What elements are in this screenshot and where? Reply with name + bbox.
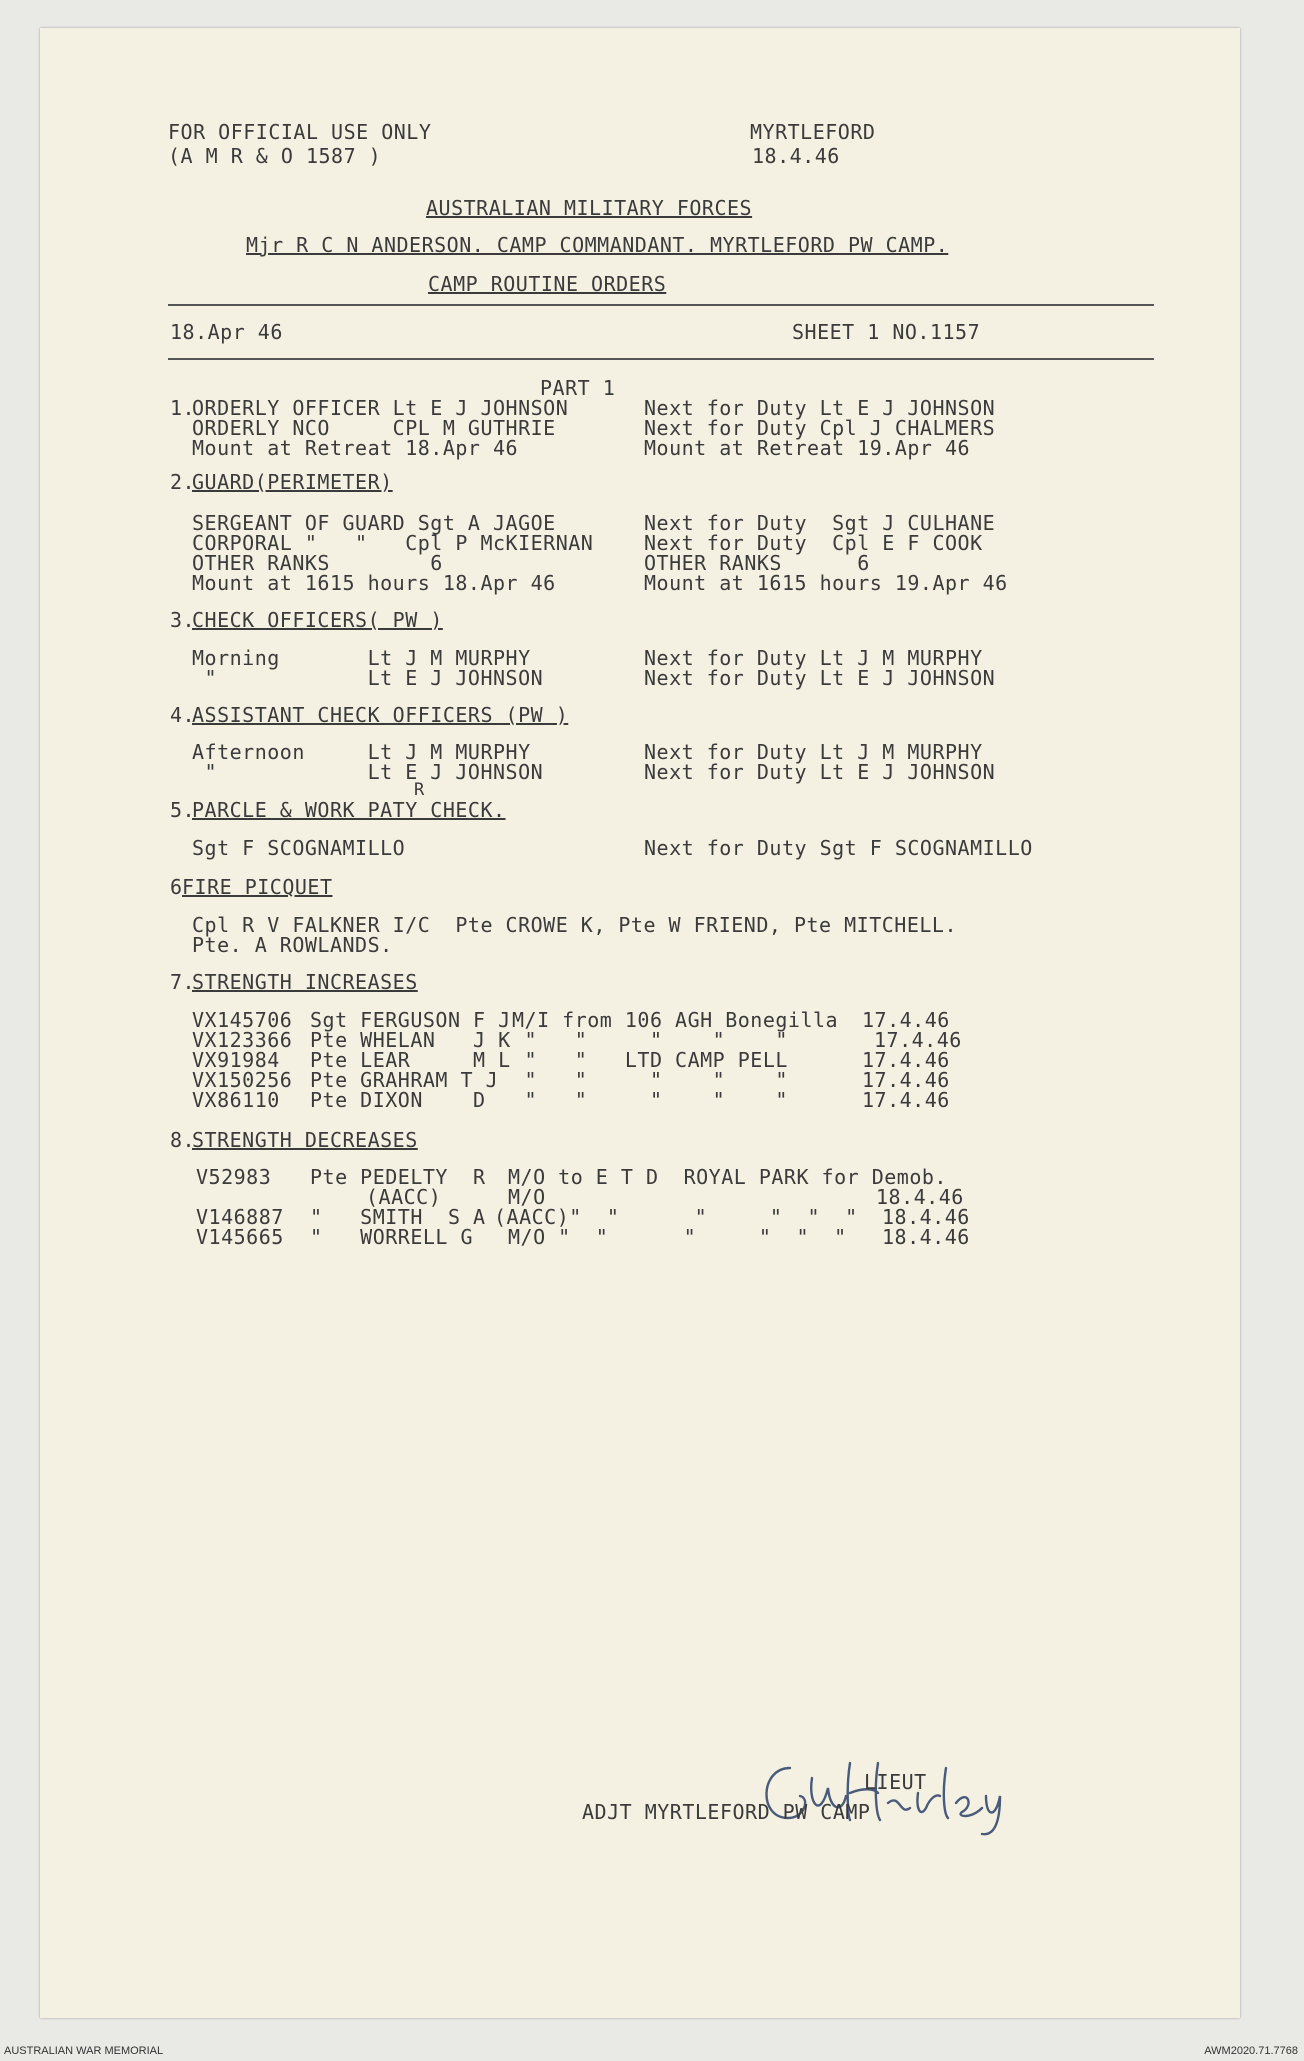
mount-time: Mount at 1615 hours 18.Apr 46	[192, 571, 556, 595]
check-officer: " Lt E J JOHNSON	[192, 760, 544, 784]
movement-date: 17.4.46	[862, 1008, 950, 1032]
sheet-number: SHEET 1 NO.1157	[792, 320, 981, 344]
date: 18.4.46	[752, 144, 840, 168]
reference-number: (A M R & O 1587 )	[168, 144, 382, 168]
movement-date: 18.4.46	[882, 1225, 970, 1249]
movement-date: 18.4.46	[876, 1185, 964, 1209]
section-number: 2.	[170, 470, 196, 494]
movement-detail: " " " " "	[512, 1088, 788, 1112]
handwritten-correction: R	[414, 780, 425, 800]
next-other-ranks: OTHER RANKS 6	[644, 551, 870, 575]
place: MYRTLEFORD	[750, 120, 876, 144]
fire-picquet-members: Cpl R V FALKNER I/C Pte CROWE K, Pte W FRIEND, Pte MITCHELL.	[192, 913, 958, 937]
sergeant-of-guard: SERGEANT OF GUARD Sgt A JAGOE	[192, 511, 556, 535]
section-title: ASSISTANT CHECK OFFICERS (PW )	[192, 703, 569, 727]
member-name: Pte GRAHRAM T J	[310, 1068, 499, 1092]
fire-picquet-members-continued: Pte. A ROWLANDS.	[192, 933, 393, 957]
order-date: 18.Apr 46	[170, 320, 283, 344]
movement-date: 17.4.46	[862, 1068, 950, 1092]
movement-detail: (AACC)" " " " " "	[494, 1205, 858, 1229]
morning-check-officer: Morning Lt J M MURPHY	[192, 646, 531, 670]
next-corporal: Next for Duty Cpl E F COOK	[644, 531, 983, 555]
movement-date: 18.4.46	[882, 1205, 970, 1229]
section-rule	[168, 358, 1154, 360]
signatory-appointment: ADJT MYRTLEFORD PW CAMP	[582, 1800, 871, 1824]
service-number: V52983	[196, 1165, 272, 1189]
movement-detail: M/O to E T D ROYAL PARK for Demob.	[508, 1165, 947, 1189]
service-number: VX123366	[192, 1028, 293, 1052]
section-number: 3.	[170, 608, 196, 632]
archive-credit: AUSTRALIAN WAR MEMORIAL	[4, 2045, 164, 2057]
section-title: PARCLE & WORK PATY CHECK.	[192, 798, 506, 822]
check-officer: " Lt E J JOHNSON	[192, 666, 544, 690]
service-number: VX91984	[192, 1048, 280, 1072]
classification: FOR OFFICIAL USE ONLY	[168, 120, 432, 144]
corporal: CORPORAL " " Cpl P McKIERNAN	[192, 531, 594, 555]
corps: (AACC)	[366, 1185, 442, 1209]
header-rule	[168, 304, 1154, 306]
member-name: " WORRELL G	[310, 1225, 474, 1249]
member-name: Sgt FERGUSON F J	[310, 1008, 511, 1032]
member-name: Pte LEAR M L	[310, 1048, 511, 1072]
title: CAMP ROUTINE ORDERS	[428, 272, 667, 296]
part-heading: PART 1	[540, 376, 616, 400]
movement-detail: M/I from 106 AGH Bonegilla	[512, 1008, 839, 1032]
next-morning-check-officer: Next for Duty Lt J M MURPHY	[644, 646, 983, 670]
member-name: " SMITH S A	[310, 1205, 486, 1229]
movement-date: 17.4.46	[862, 1088, 950, 1112]
service-number: VX145706	[192, 1008, 293, 1032]
service-number: VX86110	[192, 1088, 280, 1112]
next-sergeant-of-guard: Next for Duty Sgt J CULHANE	[644, 511, 996, 535]
orderly-nco: ORDERLY NCO CPL M GUTHRIE	[192, 416, 556, 440]
member-name: Pte DIXON D	[310, 1088, 486, 1112]
section-title: FIRE PICQUET	[182, 875, 333, 899]
movement-detail: " " " " "	[512, 1028, 788, 1052]
service-number: V145665	[196, 1225, 284, 1249]
movement-date: 17.4.46	[862, 1048, 950, 1072]
next-mount-time: Mount at Retreat 19.Apr 46	[644, 436, 971, 460]
section-number: 1.	[170, 396, 196, 420]
section-title: STRENGTH DECREASES	[192, 1128, 418, 1152]
movement-detail-continued: M/O	[508, 1185, 546, 1209]
section-number: 7.	[170, 970, 196, 994]
document-sheet	[40, 28, 1240, 2018]
orderly-officer: ORDERLY OFFICER Lt E J JOHNSON	[192, 396, 569, 420]
next-orderly-nco: Next for Duty Cpl J CHALMERS	[644, 416, 996, 440]
organisation: AUSTRALIAN MILITARY FORCES	[426, 196, 753, 220]
section-number: 6	[170, 875, 183, 899]
archive-accession-number: AWM2020.71.7768	[1204, 2045, 1298, 2057]
section-title: STRENGTH INCREASES	[192, 970, 418, 994]
movement-date: 17.4.46	[874, 1028, 962, 1052]
movement-detail: " " " " "	[512, 1068, 788, 1092]
member-name: Pte PEDELTY R	[310, 1165, 486, 1189]
next-parcel-check-sergeant: Next for Duty Sgt F SCOGNAMILLO	[644, 836, 1033, 860]
next-orderly-officer: Next for Duty Lt E J JOHNSON	[644, 396, 996, 420]
movement-detail: M/O " " " " " "	[508, 1225, 847, 1249]
movement-detail: " " LTD CAMP PELL	[512, 1048, 788, 1072]
service-number: VX150256	[192, 1068, 293, 1092]
parcel-check-sergeant: Sgt F SCOGNAMILLO	[192, 836, 406, 860]
member-name: Pte WHELAN J K	[310, 1028, 511, 1052]
next-check-officer: Next for Duty Lt E J JOHNSON	[644, 760, 996, 784]
section-title: CHECK OFFICERS( PW )	[192, 608, 443, 632]
section-number: 5.	[170, 798, 196, 822]
next-mount-time: Mount at 1615 hours 19.Apr 46	[644, 571, 1008, 595]
mount-time: Mount at Retreat 18.Apr 46	[192, 436, 519, 460]
section-number: 8.	[170, 1128, 196, 1152]
service-number: V146887	[196, 1205, 284, 1229]
other-ranks: OTHER RANKS 6	[192, 551, 443, 575]
section-title: GUARD(PERIMETER)	[192, 470, 393, 494]
afternoon-check-officer: Afternoon Lt J M MURPHY	[192, 740, 531, 764]
section-number: 4.	[170, 703, 196, 727]
next-afternoon-check-officer: Next for Duty Lt J M MURPHY	[644, 740, 983, 764]
signatory-rank: LIEUT	[864, 1770, 927, 1794]
next-check-officer: Next for Duty Lt E J JOHNSON	[644, 666, 996, 690]
commandant: Mjr R C N ANDERSON. CAMP COMMANDANT. MYRTLEFORD PW CAMP.	[246, 233, 949, 257]
